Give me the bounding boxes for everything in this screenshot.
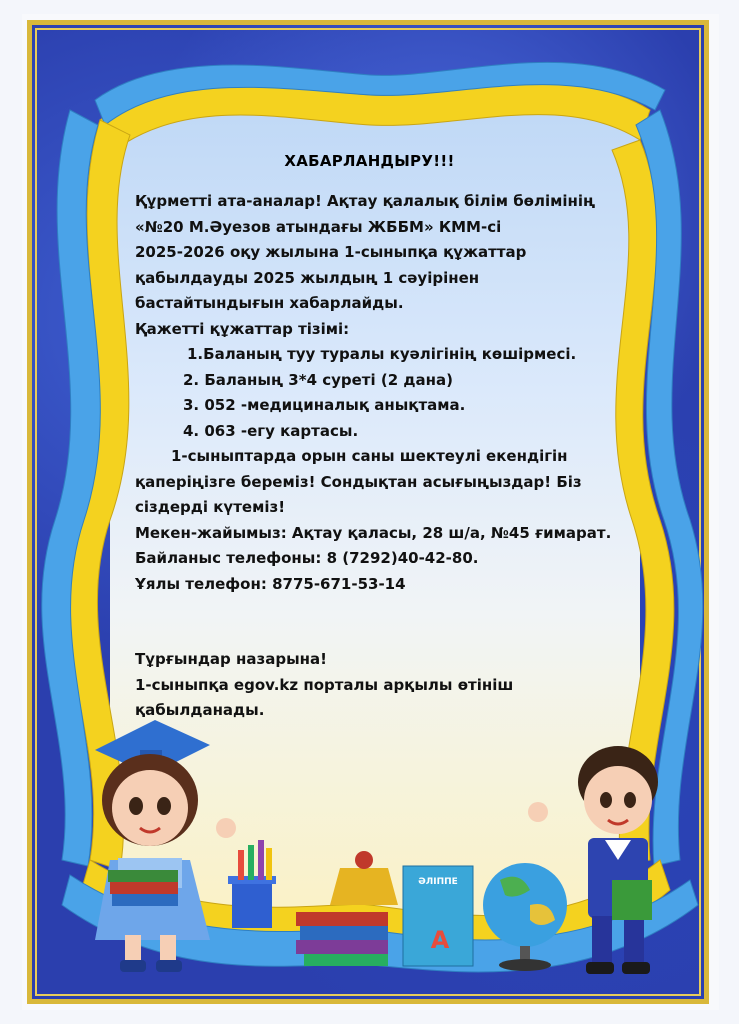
doc-item: 4. 063 -егу картасы. bbox=[183, 421, 359, 440]
paragraph-line: 2025-2026 оқу жылына 1-сыныпқа құжаттар bbox=[135, 243, 527, 261]
page-title: ХАБАРЛАНДЫРУ!!! bbox=[284, 152, 455, 170]
paragraph-line: бастайтындығын хабарлайды. bbox=[135, 294, 404, 312]
notice-line: 1-сыныптарда орын саны шектеулі екендігін bbox=[171, 447, 568, 465]
notice-line: қаперіңізге береміз! Сондықтан асығыңыздар! Біз bbox=[135, 472, 582, 491]
alphabet-book-illustration bbox=[403, 866, 473, 966]
doc-item: 1.Баланың туу туралы куәлігінің көшірмесі. bbox=[187, 345, 577, 363]
paragraph-line: «№20 М.Әуезов атындағы ЖББМ» КММ-сі bbox=[135, 217, 502, 236]
book-letter: А bbox=[430, 926, 450, 954]
notice-line: сіздерді күтеміз! bbox=[135, 498, 286, 516]
books-illustration bbox=[296, 851, 398, 966]
globe-illustration bbox=[483, 863, 567, 971]
doc-item: 2. Баланың 3*4 суреті (2 дана) bbox=[183, 370, 453, 389]
address-line: Мекен-жайымыз: Ақтау қаласы, 28 ш/а, №45 ғимарат. bbox=[135, 523, 612, 542]
paragraph-line: Құрметті ата-аналар! Ақтау қалалық білім бөлімінің bbox=[135, 192, 596, 210]
book-cover-title: ӘЛІППЕ bbox=[418, 877, 458, 887]
residents-line: 1-сыныпқа egov.kz порталы арқылы өтініш bbox=[135, 675, 514, 694]
girl-illustration bbox=[95, 720, 236, 972]
doc-item: 3. 052 -медициналық анықтама. bbox=[183, 396, 466, 414]
mobile-line: Ұялы телефон: 8775-671-53-14 bbox=[135, 574, 406, 593]
residents-heading: Тұрғындар назарына! bbox=[135, 650, 327, 668]
phone-line: Байланыс телефоны: 8 (7292)40-42-80. bbox=[135, 549, 479, 567]
paragraph-line: қабылдауды 2025 жылдың 1 сәуірінен bbox=[135, 268, 480, 287]
pencil-cup-illustration bbox=[228, 840, 276, 928]
residents-line: қабылданады. bbox=[135, 701, 265, 719]
docs-heading: Қажетті құжаттар тізімі: bbox=[135, 319, 350, 338]
